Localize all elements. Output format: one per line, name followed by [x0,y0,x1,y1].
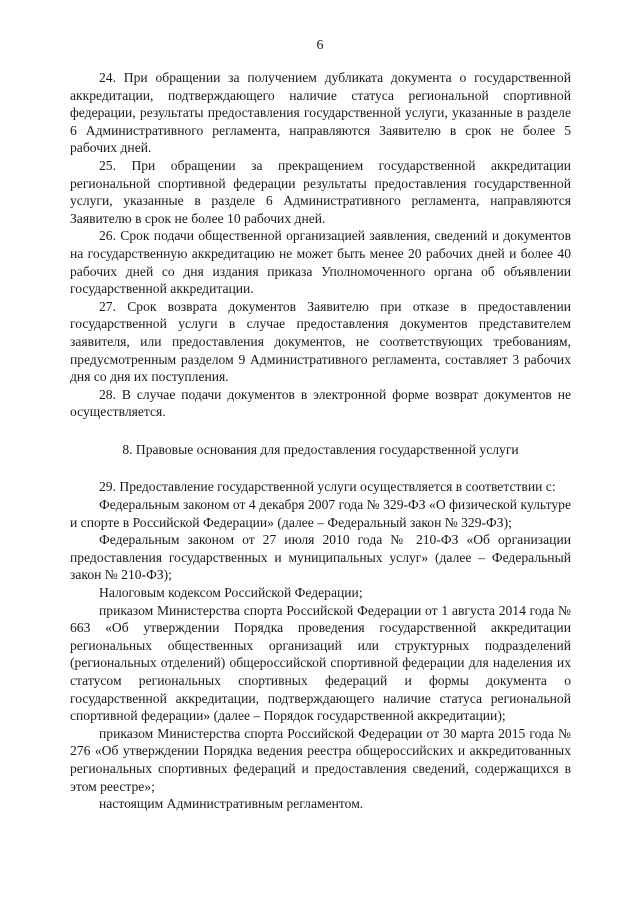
legal-basis-item: Федеральным законом от 27 июля 2010 года № 210-ФЗ «Об организации предоставления государственных и муниципальных услуг» (далее – Федеральный закон № 210-ФЗ); [70,532,571,583]
paragraph-28: 28. В случае подачи документов в электронной форме возврат документов не осуществляется. [70,386,571,420]
legal-basis-item: Налоговым кодексом Российской Федерации; [99,585,363,601]
paragraph-25: 25. При обращении за прекращением государственной аккредитации региональной спортивной федерации результаты предоставления государственной услуги, указанные в разделе 6 Административного регламента, направляются Заявителю в срок не более 10 рабочих дней. [70,157,571,226]
document-body [70,69,571,813]
legal-basis-item: настоящим Административным регламентом. [99,796,364,812]
paragraph-26: 26. Срок подачи общественной организацией заявления, сведений и документов на государственную аккредитацию не может быть менее 20 рабочих дней и более 40 рабочих дней со дня издания приказа Уполномоченного органа об объявлении государственной аккредитации. [70,228,571,297]
page-number: 6 [316,38,324,53]
legal-basis-item: приказом Министерства спорта Российской Федерации от 1 августа 2014 года № 663 «Об утверждении Порядка проведения государственной аккредитации региональных общественных организаций или структурных подразделений (региональных отделений) общероссийской спортивной федерации для наделения их статусом региональных спортивных федераций и формы документа о государственной аккредитации, подтверждающего наличие статуса региональной спортивной федерации» (далее – Порядок государственной аккредитации); [70,602,571,724]
paragraph-24: 24. При обращении за получением дубликата документа о государственной аккредитации, подтверждающего наличие статуса региональной спортивной федерации, результаты предоставления государственной услуги, указанные в разделе 6 Административного регламента, направляются Заявителю в срок не более 5 рабочих дней. [70,70,571,156]
legal-basis-item: Федеральным законом от 4 декабря 2007 года № 329-ФЗ «О физической культуре и спорте в Российской Федерации» (далее – Федеральный закон № 329-ФЗ); [70,497,571,530]
legal-basis-item: приказом Министерства спорта Российской Федерации от 30 марта 2015 года № 276 «Об утверждении Порядка ведения реестра общероссийских и аккредитованных региональных спортивных федераций и предоставления сведений, содержащихся в этом реестре»; [70,725,571,794]
paragraph-27: 27. Срок возврата документов Заявителю при отказе в предоставлении государственной услуги в случае предоставления документов представителем заявителя, или предоставления документов, не соответствующих требованиям, предусмотренным разделом 9 Административного регламента, составляет 3 рабочих дня со дня их поступления. [70,298,571,385]
paragraph-29: 29. Предоставление государственной услуги осуществляется в соответствии с: [99,479,556,495]
section-heading: 8. Правовые основания для предоставления государственной услуги [122,441,519,457]
